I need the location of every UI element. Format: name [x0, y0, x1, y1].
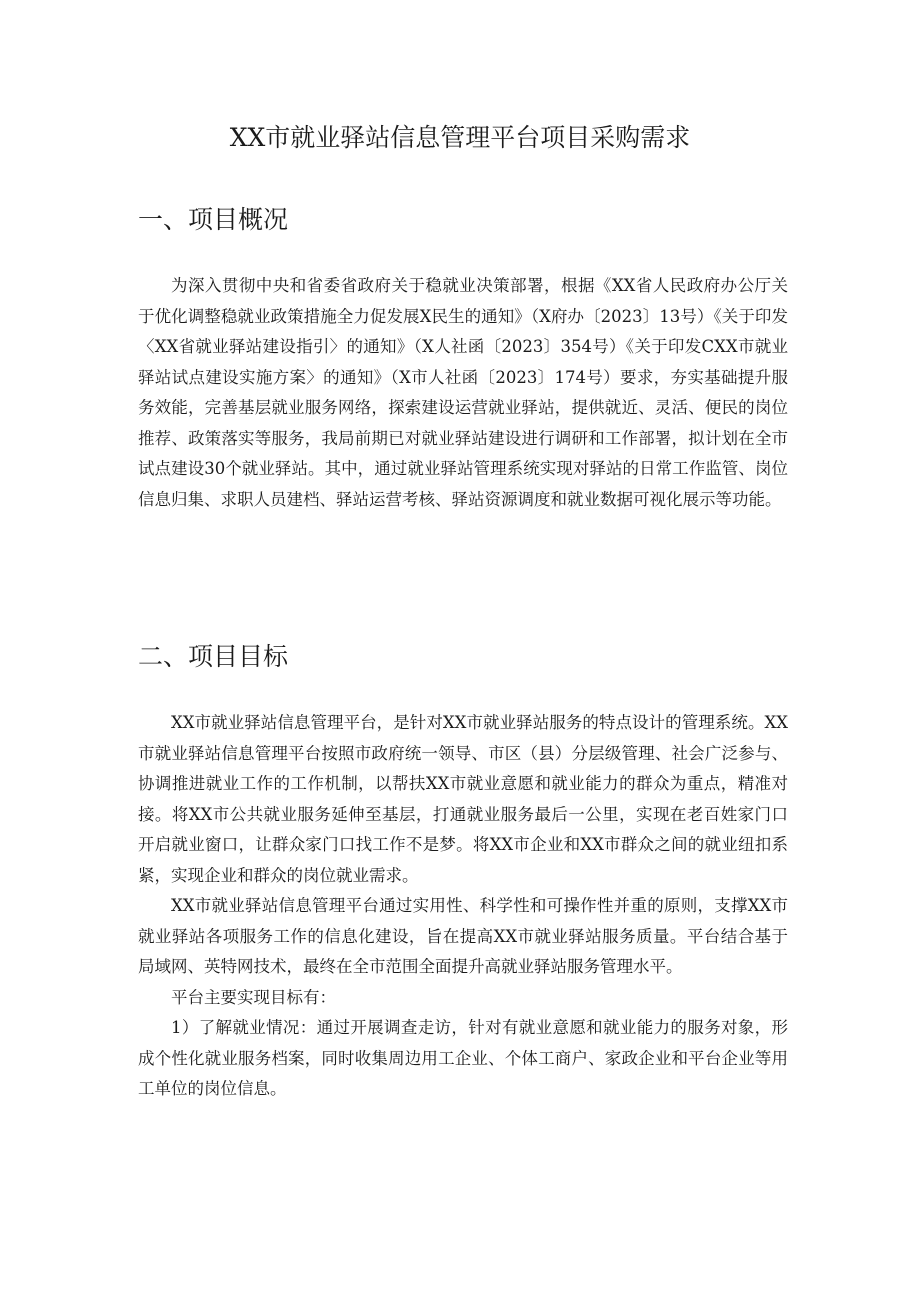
paragraph: 1）了解就业情况：通过开展调查走访，针对有就业意愿和就业能力的服务对象，形成个性化就业服务档案，同时收集周边用工企业、个体工商户、家政企业和平台企业等用工单位的岗位信息。: [138, 1018, 788, 1098]
paragraph: XX市就业驿站信息管理平台通过实用性、科学性和可操作性并重的原则，支撑XX市就业驿站各项服务工作的信息化建设，旨在提高XX市就业驿站服务质量。平台结合基于局域网、英特网技术，最终在全市范围全面提升高就业驿站服务管理水平。: [138, 896, 788, 976]
paragraph: 为深入贯彻中央和省委省政府关于稳就业决策部署，根据《XX省人民政府办公厅关于优化调整稳就业政策措施全力促发展X民生的通知》（X府办〔2023〕13号）《关于印发〈XX省就业驿站建设指引〉的通知》（X人社函〔2023〕354号）《关于印发CXX市就业驿站试点建设实施方案〉的通知》（X市人社函〔2023〕174号）要求，夯实基础提升服务效能，完善基层就业服务网络，探索建设运营就业驿站，提供就近、灵活、便民的岗位推荐、政策落实等服务，我局前期已对就业驿站建设进行调研和工作部署，拟计划在全市试点建设30个就业驿站。其中，通过就业驿站管理系统实现对驿站的日常工作监管、岗位信息归集、求职人员建档、驿站运营考核、驿站资源调度和就业数据可视化展示等功能。: [138, 276, 788, 509]
section-body-overview: [138, 271, 788, 515]
paragraph: XX市就业驿站信息管理平台，是针对XX市就业驿站服务的特点设计的管理系统。XX市就业驿站信息管理平台按照市政府统一领导、市区（县）分层级管理、社会广泛参与、协调推进就业工作的工作机制，以帮扶XX市就业意愿和就业能力的群众为重点，精准对接。将XX市公共就业服务延伸至基层，打通就业服务最后一公里，实现在老百姓家门口开启就业窗口，让群众家门口找工作不是梦。将XX市企业和XX市群众之间的就业纽扣系紧，实现企业和群众的岗位就业需求。: [138, 713, 788, 885]
paragraph: 平台主要实现目标有：: [171, 987, 336, 1007]
section-heading-overview: 一、项目概况: [138, 205, 289, 234]
section-heading-goals: 二、项目目标: [138, 642, 289, 671]
section-body-goals: [138, 708, 788, 1105]
document-title: XX市就业驿站信息管理平台项目采购需求: [229, 123, 691, 152]
